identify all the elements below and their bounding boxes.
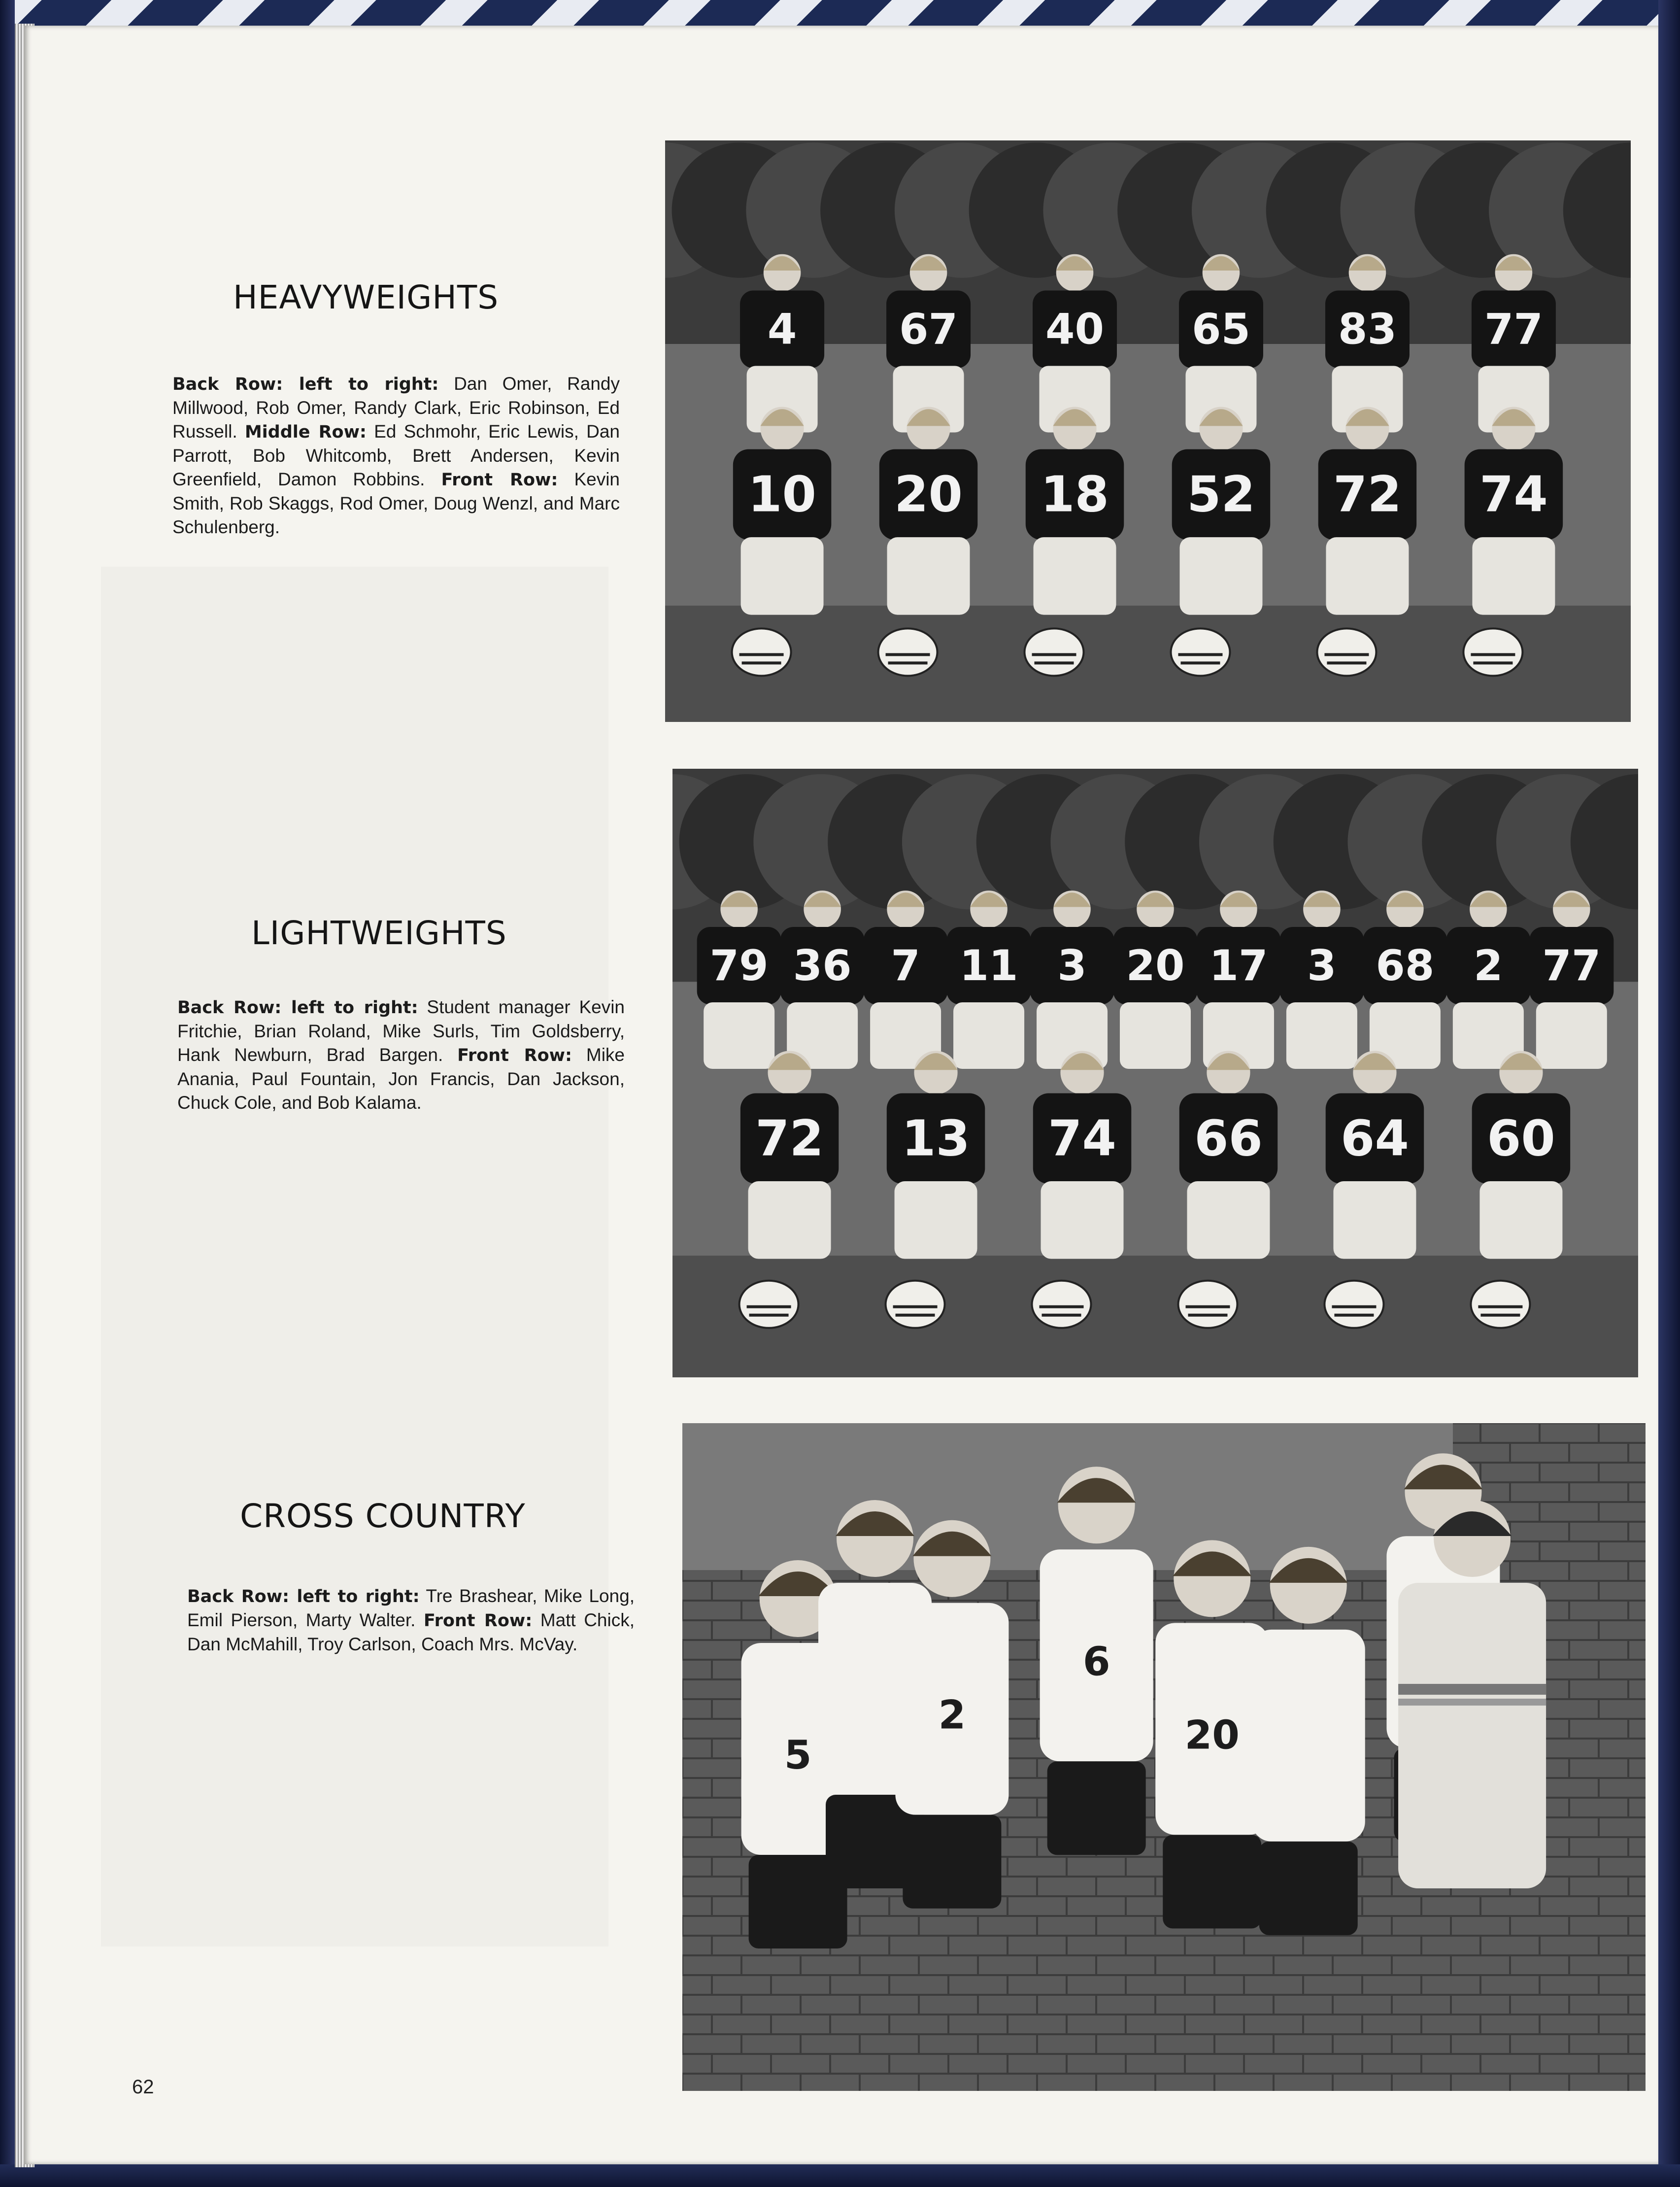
coach-jacket [1398, 1583, 1546, 1888]
jersey-number: 3 [1307, 942, 1337, 991]
running-singlet [1252, 1630, 1365, 1842]
helmet [1317, 628, 1376, 676]
bib-number: 6 [1082, 1639, 1110, 1685]
caption-text: Matt Chick, Dan McMahill, Troy Carlson, Coach Mrs. McVay. [187, 1610, 635, 1654]
jersey-number: 18 [1041, 465, 1109, 523]
photo-drawing [665, 140, 1631, 722]
jersey-number: 10 [748, 465, 816, 523]
jersey-number: 74 [1048, 1109, 1116, 1167]
jersey-number: 3 [1057, 942, 1087, 991]
caption-lightweights [177, 995, 625, 1115]
caption-text: Ed Schmohr, Eric Lewis, Dan Parrott, Bob Whitcomb, Brett Andersen, Kevin Greenfield, Damon Robbins. [172, 421, 620, 489]
page-number: 62 [132, 2076, 154, 2098]
jersey-number: 36 [793, 942, 852, 991]
helmet [878, 628, 938, 676]
caption-text: Kevin Smith, Rob Skaggs, Rod Omer, Doug Wenzl, and Marc Schulenberg. [172, 469, 620, 537]
bib-number: 20 [1184, 1712, 1240, 1758]
caption-heavyweights [172, 372, 620, 539]
jersey-number: 83 [1338, 305, 1397, 354]
caption-text: Mike Anania, Paul Fountain, Jon Francis, Dan Jackson, Chuck Cole, and Bob Kalama. [177, 1045, 625, 1113]
helmet [1178, 1281, 1237, 1328]
jersey-number: 68 [1376, 942, 1435, 991]
photo-lightweights [672, 769, 1638, 1377]
caption-label: Middle Row: [244, 422, 367, 442]
helmet [1171, 628, 1230, 676]
helmet [732, 628, 791, 676]
caption-label: Front Row: [441, 470, 558, 490]
section-title-lightweights: LIGHTWEIGHTS [251, 914, 507, 952]
helmet [1032, 1281, 1091, 1328]
jersey-number: 65 [1191, 305, 1250, 354]
jersey-number: 60 [1487, 1109, 1555, 1167]
jersey-number: 17 [1209, 942, 1268, 991]
helmet [886, 1281, 945, 1328]
jersey-number: 52 [1187, 465, 1255, 523]
jersey-number: 77 [1484, 305, 1543, 354]
caption-text: Dan Omer, Randy Millwood, Rob Omer, Randy Clark, Eric Robinson, Ed Russell. [172, 374, 620, 442]
bib-number: 2 [938, 1692, 966, 1738]
jersey-number: 20 [894, 465, 963, 523]
jersey-number: 7 [891, 942, 920, 991]
jersey-number: 11 [959, 942, 1018, 991]
jersey-number: 72 [1333, 465, 1402, 523]
caption-text: Tre Brashear, Mike Long, Emil Pierson, Marty Walter. [187, 1586, 635, 1630]
jersey-number: 66 [1194, 1109, 1263, 1167]
binding-left [0, 0, 15, 2187]
caption-label: Front Row: [457, 1046, 572, 1065]
helmet [1324, 1281, 1383, 1328]
helmet [1025, 628, 1084, 676]
jersey-number: 2 [1474, 942, 1503, 991]
jersey-number: 79 [709, 942, 769, 991]
jersey-number: 72 [755, 1109, 824, 1167]
jersey-number: 13 [902, 1109, 970, 1167]
jersey-number: 67 [899, 305, 958, 354]
jersey-number: 4 [767, 305, 797, 354]
photo-drawing [672, 769, 1638, 1377]
photo-drawing [682, 1423, 1646, 2091]
caption-label: Back Row: left to right: [177, 998, 418, 1018]
photo-cross-country [682, 1423, 1646, 2091]
caption-label: Front Row: [423, 1611, 533, 1631]
jersey-number: 40 [1045, 305, 1105, 354]
bib-number: 5 [784, 1732, 812, 1778]
helmet [1463, 628, 1522, 676]
binding-top [0, 0, 1680, 30]
jersey-number: 74 [1479, 465, 1548, 523]
caption-label: Back Row: left to right: [172, 375, 439, 394]
jersey-number: 20 [1126, 942, 1185, 991]
helmet [739, 1281, 799, 1328]
binding-right [1658, 0, 1680, 2187]
caption-cross-country [187, 1584, 635, 1656]
jersey-number: 77 [1542, 942, 1601, 991]
caption-text: Student manager Kevin Fritchie, Brian Roland, Mike Surls, Tim Goldsberry, Hank Newburn, Brad Bargen. [177, 997, 625, 1065]
section-title-cross-country: CROSS COUNTRY [240, 1497, 526, 1535]
show-through-text [101, 567, 608, 1947]
helmet [1471, 1281, 1530, 1328]
caption-label: Back Row: left to right: [187, 1587, 420, 1606]
binding-bottom [0, 2164, 1680, 2187]
section-title-heavyweights: HEAVYWEIGHTS [233, 278, 499, 316]
photo-heavyweights [665, 140, 1631, 722]
jersey-number: 64 [1341, 1109, 1409, 1167]
